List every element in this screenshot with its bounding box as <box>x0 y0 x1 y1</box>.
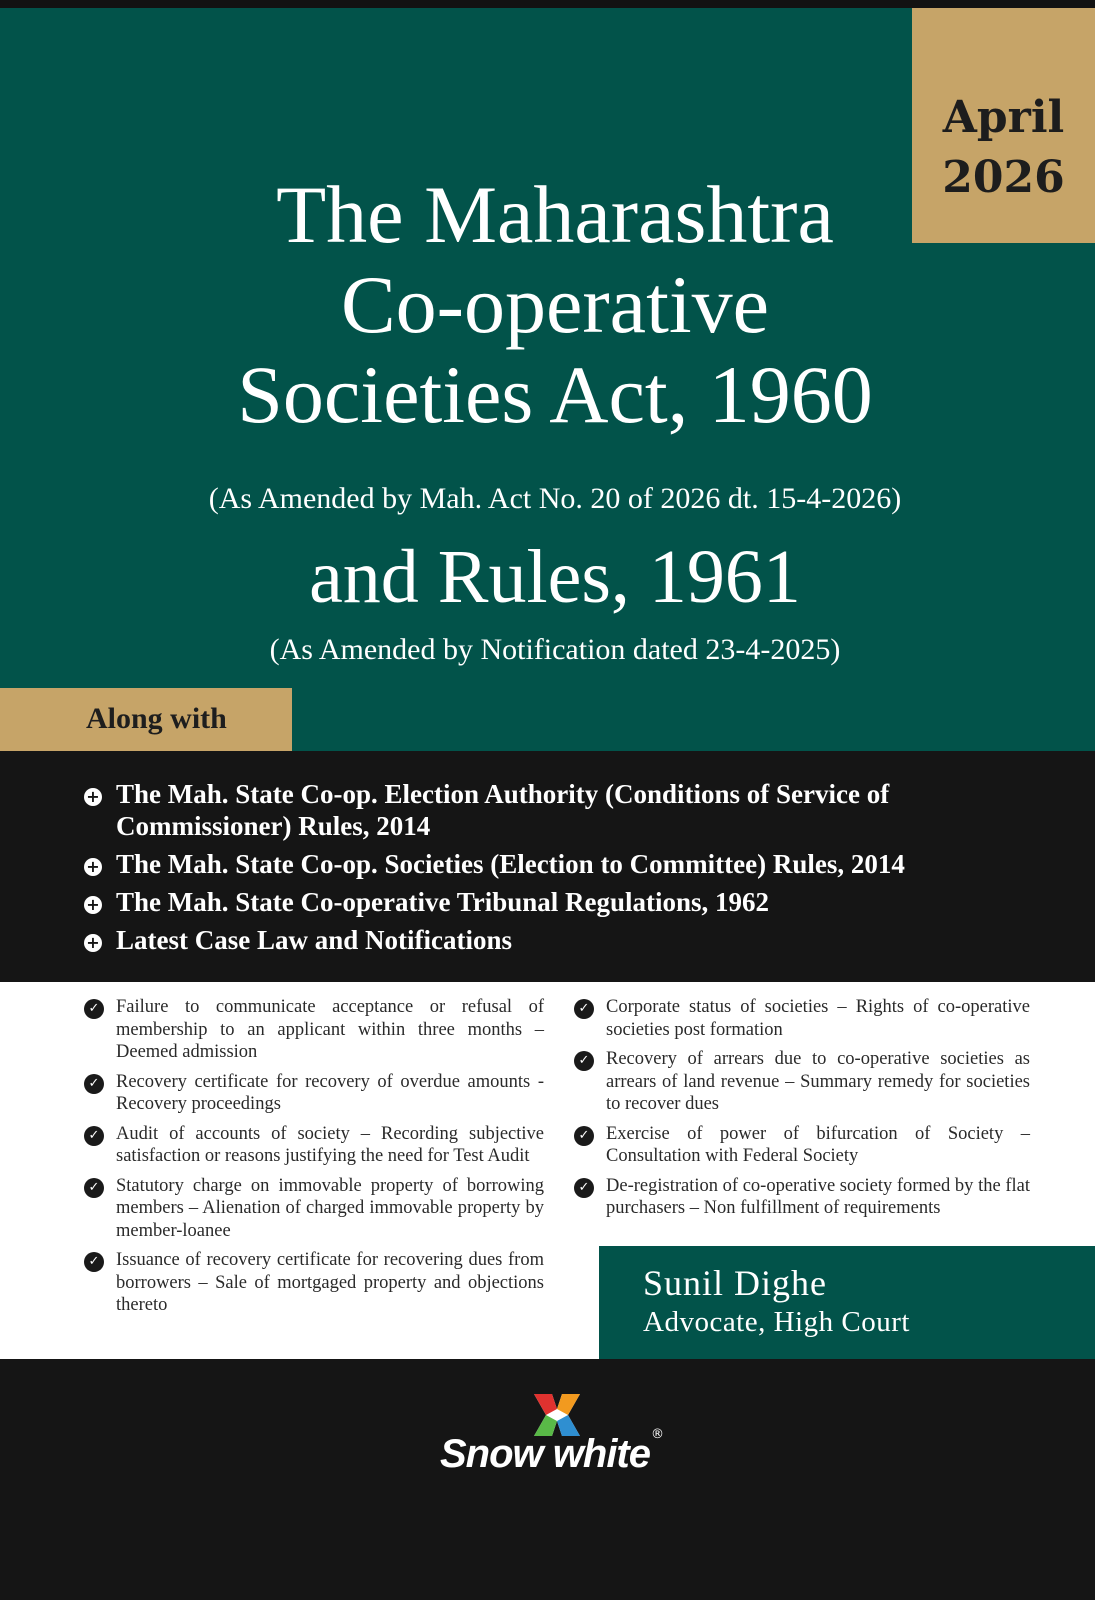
along-with-list <box>84 778 1044 962</box>
book-title-line-3: Societies Act, 1960 <box>237 349 873 440</box>
key-point <box>574 1048 1030 1116</box>
along-with-item-label: The Mah. State Co-op. Societies (Election to Committee) Rules, 2014 <box>116 849 905 879</box>
key-point-label: Recovery certificate for recovery of overdue amounts - Recovery proceedings <box>116 1071 544 1114</box>
plus-circle-icon: + <box>84 934 102 952</box>
check-circle-icon: ✓ <box>574 1178 594 1198</box>
author-name: Sunil Dighe <box>643 1263 828 1303</box>
key-point-label: Failure to communicate acceptance or refusal of membership to an applicant within three months – Deemed admission <box>116 997 544 1062</box>
key-point-label: Exercise of power of bifurcation of Society – Consultation with Federal Society <box>606 1123 1030 1166</box>
along-with-item-label: The Mah. State Co-op. Election Authority (Conditions of Service of Commissioner) Rules, 2014 <box>116 779 890 841</box>
rules-title: and Rules, 1961 <box>309 535 801 619</box>
along-with-item-label: Latest Case Law and Notifications <box>116 925 512 955</box>
key-point <box>574 1175 1030 1220</box>
key-point <box>574 1123 1030 1168</box>
key-point <box>574 996 1030 1041</box>
key-point-label: Recovery of arrears due to co-operative societies as arrears of land revenue – Summary remedy for societies to recover dues <box>606 1049 1030 1114</box>
key-point <box>84 996 544 1064</box>
plus-circle-icon: + <box>84 896 102 914</box>
top-border-strip <box>0 0 1095 8</box>
plus-circle-icon: + <box>84 788 102 806</box>
along-with-item <box>84 924 1044 956</box>
publisher-wordmark: Snow white <box>440 1432 650 1476</box>
along-with-item <box>84 778 1044 842</box>
book-title-line-2: Co-operative <box>340 259 770 350</box>
key-point-label: Statutory charge on immovable property of borrowing members – Alienation of charged immovable property by member-loanee <box>116 1175 544 1241</box>
act-amendment-note: (As Amended by Mah. Act No. 20 of 2026 dt. 15-4-2026) <box>208 482 902 515</box>
along-with-item <box>84 848 1044 880</box>
check-circle-icon: ✓ <box>84 1252 104 1272</box>
plus-circle-icon: + <box>84 858 102 876</box>
key-point-label: De-registration of co-operative society formed by the flat purchasers – Non fulfillment of requirements <box>606 1175 1030 1218</box>
key-point-label: Issuance of recovery certificate for recovering dues from borrowers – Sale of mortgaged property and objections thereto <box>116 1250 544 1315</box>
key-point-label: Audit of accounts of society – Recording subjective satisfaction or reasons justifying the need for Test Audit <box>116 1123 544 1166</box>
along-with-item <box>84 886 1044 918</box>
check-circle-icon: ✓ <box>574 1051 594 1071</box>
rules-amendment-note: (As Amended by Notification dated 23-4-2025) <box>269 633 841 666</box>
check-circle-icon: ✓ <box>84 999 104 1019</box>
key-point <box>84 1249 544 1317</box>
key-point <box>84 1123 544 1168</box>
edition-year: 2026 <box>942 152 1065 203</box>
key-points-left-column <box>84 996 544 1324</box>
check-circle-icon: ✓ <box>574 1126 594 1146</box>
check-circle-icon: ✓ <box>84 1178 104 1198</box>
edition-month: April <box>942 92 1065 143</box>
key-points-right-column <box>574 996 1030 1227</box>
along-with-label: Along with <box>86 702 227 735</box>
registered-mark: ® <box>651 1427 664 1442</box>
author-title: Advocate, High Court <box>643 1306 910 1338</box>
key-point <box>84 1175 544 1243</box>
book-title-line-1: The Maharashtra <box>276 169 834 260</box>
check-circle-icon: ✓ <box>84 1126 104 1146</box>
key-point <box>84 1071 544 1116</box>
check-circle-icon: ✓ <box>84 1074 104 1094</box>
key-point-label: Corporate status of societies – Rights of co-operative societies post formation <box>606 997 1030 1040</box>
along-with-item-label: The Mah. State Co-operative Tribunal Regulations, 1962 <box>116 887 770 917</box>
check-circle-icon: ✓ <box>574 999 594 1019</box>
